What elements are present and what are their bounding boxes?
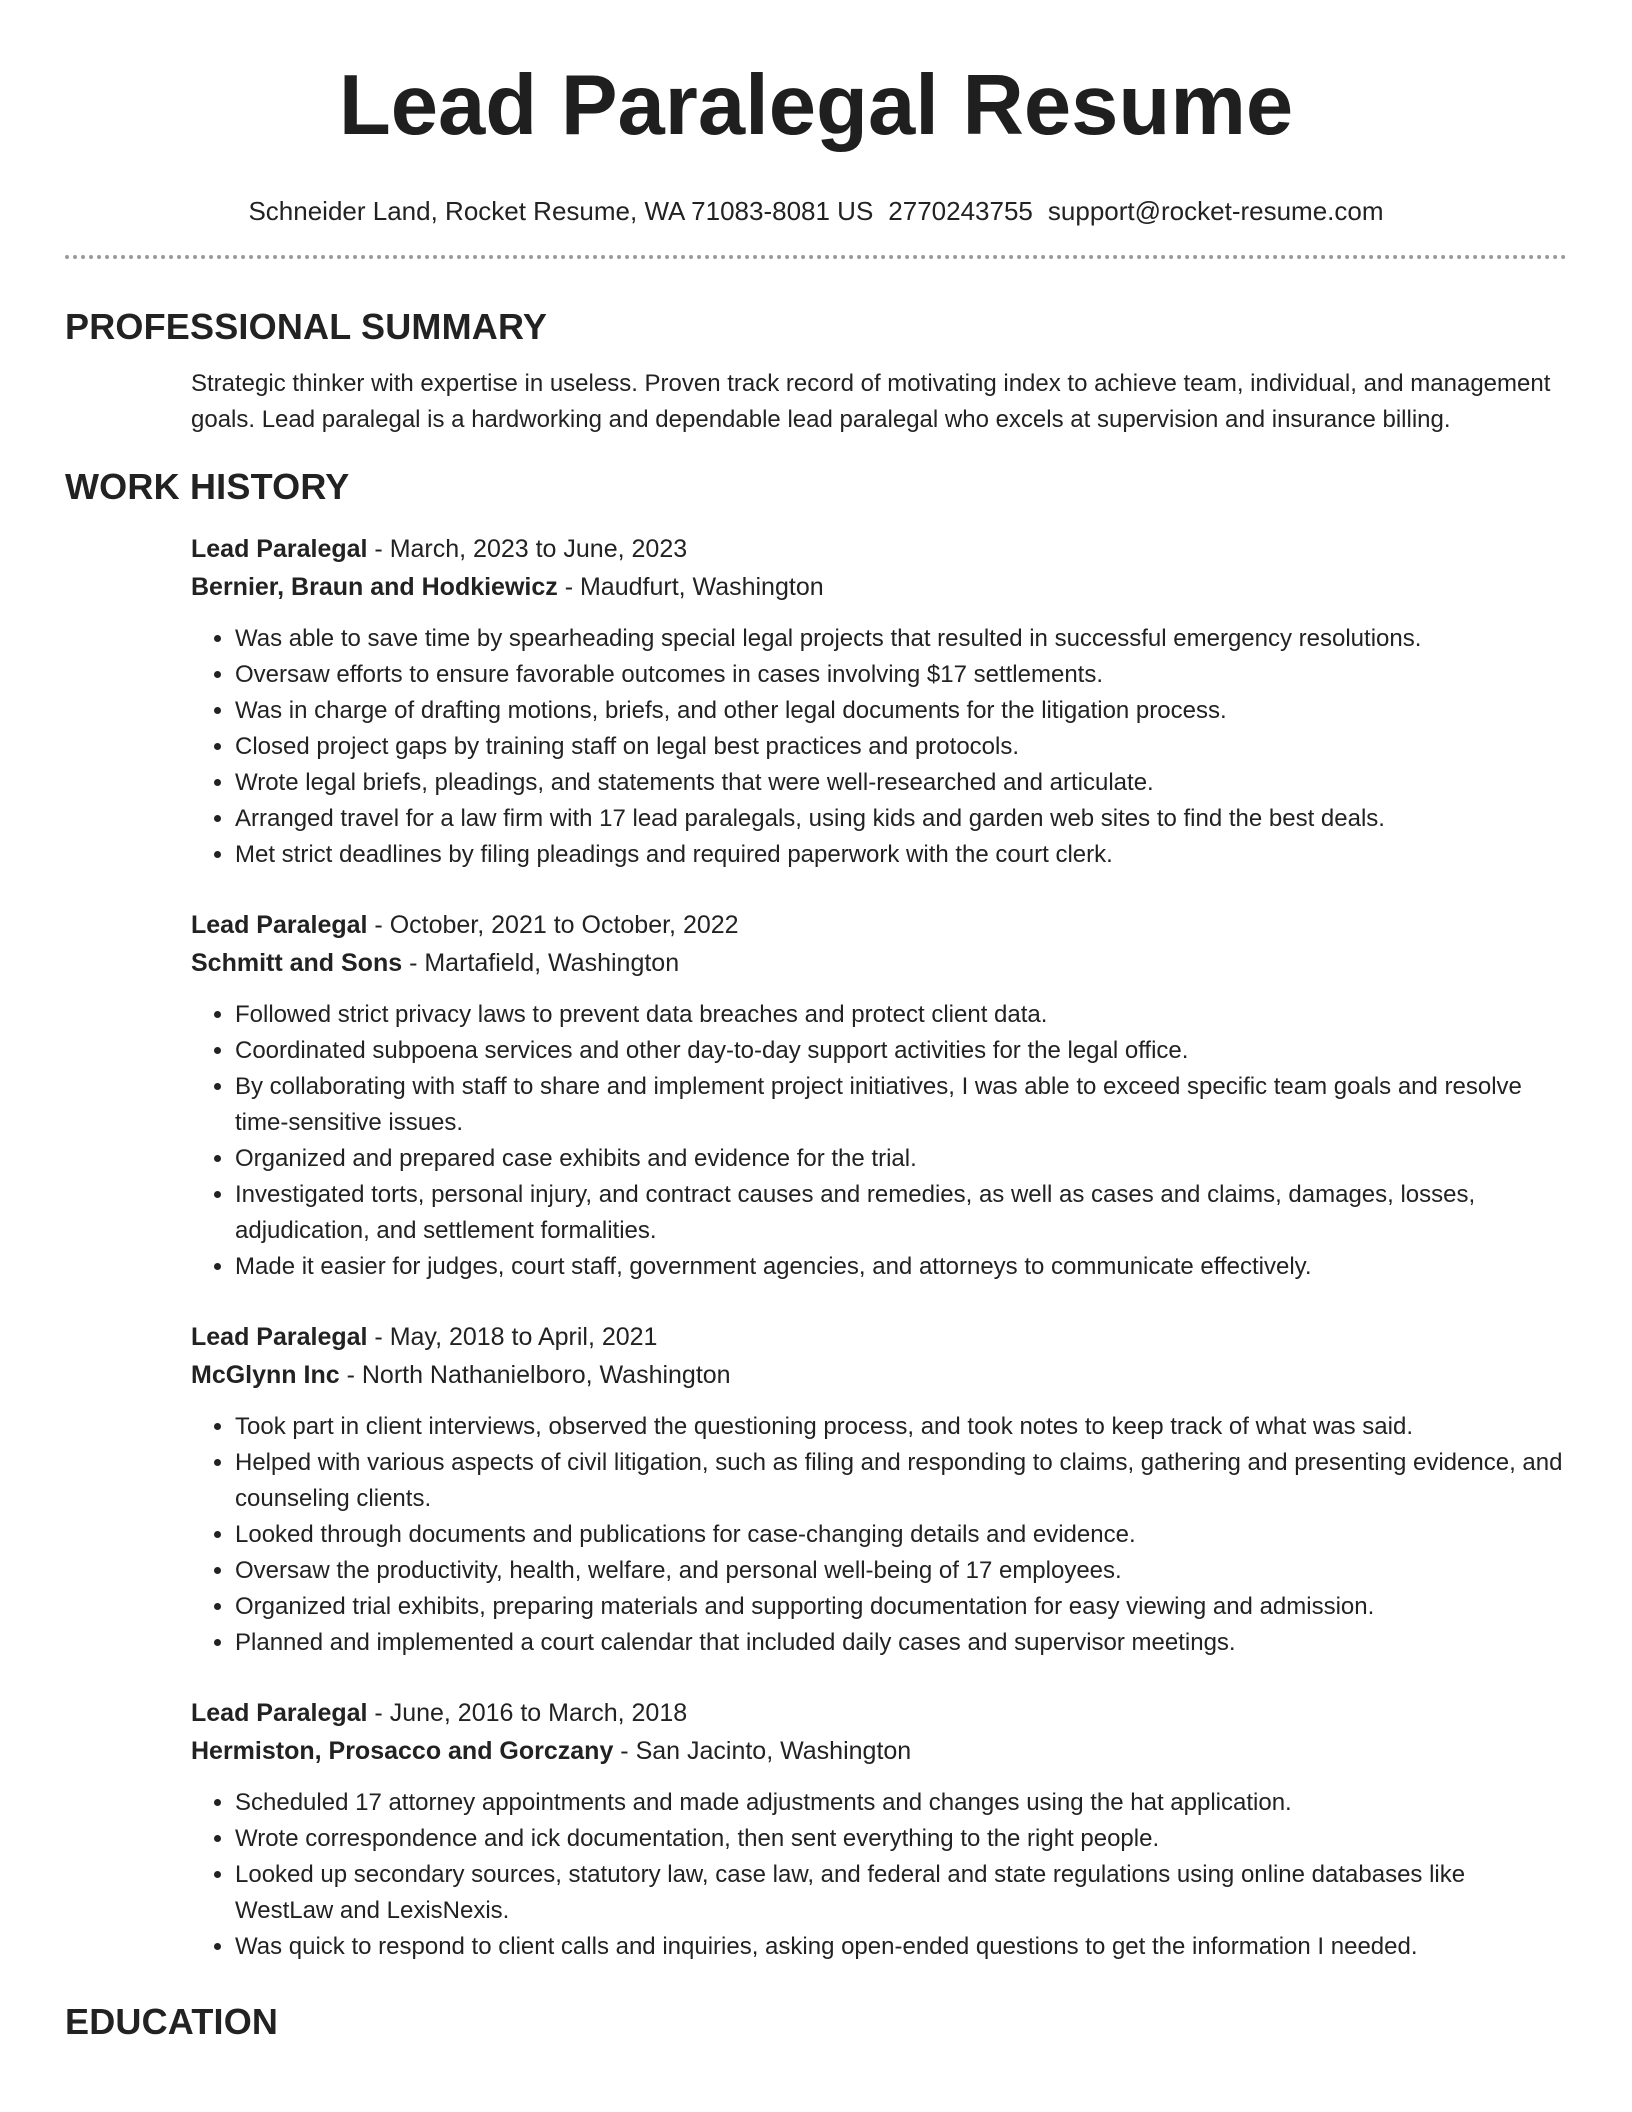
job-title: Lead Paralegal xyxy=(191,911,368,939)
job-bullet: • Took part in client interviews, observed the questioning process, and took notes to keep track of what was said. xyxy=(235,1409,1567,1445)
job-bullet: • Was in charge of drafting motions, briefs, and other legal documents for the litigation process. xyxy=(235,693,1567,729)
job-bullet: • Planned and implemented a court calendar that included daily cases and supervisor meetings. xyxy=(235,1625,1567,1661)
job-bullets xyxy=(191,621,1567,873)
job-location: - Martafield, Washington xyxy=(402,949,680,977)
job-bullet: • Coordinated subpoena services and other day-to-day support activities for the legal office. xyxy=(235,1033,1567,1069)
job-company-line xyxy=(191,568,1567,606)
summary-text: Strategic thinker with expertise in useless. Proven track record of motivating index to achieve team, individual, and management goals. Lead paralegal is a hardworking and dependable lead paralegal who excels at supervision and insurance billing. xyxy=(191,370,1551,433)
job-location: - San Jacinto, Washington xyxy=(613,1737,912,1765)
education-heading: EDUCATION xyxy=(65,2001,279,2042)
contact-email: support@rocket-resume.com xyxy=(1047,196,1384,226)
job-company-line xyxy=(191,944,1567,982)
job-company: McGlynn Inc xyxy=(191,1361,340,1389)
job-title: Lead Paralegal xyxy=(191,1699,368,1727)
job-bullet: • Made it easier for judges, court staff, government agencies, and attorneys to communicate effectively. xyxy=(235,1249,1567,1285)
header-divider xyxy=(65,255,1567,259)
job-company-line xyxy=(191,1732,1567,1770)
job-bullet: • Arranged travel for a law firm with 17 lead paralegals, using kids and garden web sites to find the best deals. xyxy=(235,801,1567,837)
job-title-line xyxy=(191,1694,1567,1732)
resume-title: Lead Paralegal Resume xyxy=(338,58,1294,153)
job-bullets xyxy=(191,1409,1567,1661)
work-history-list xyxy=(191,530,1567,1965)
job-bullet: • Wrote correspondence and ick documentation, then sent everything to the right people. xyxy=(235,1821,1567,1857)
job-bullet: • Investigated torts, personal injury, and contract causes and remedies, as well as cases and claims, damages, losses, adjudication, and settlement formalities. xyxy=(235,1177,1567,1249)
job-bullet: • Looked through documents and publications for case-changing details and evidence. xyxy=(235,1517,1567,1553)
job-dates: - May, 2018 to April, 2021 xyxy=(367,1323,658,1351)
job-title-line xyxy=(191,530,1567,568)
job-bullet: • Organized trial exhibits, preparing materials and supporting documentation for easy viewing and admission. xyxy=(235,1589,1567,1625)
job-company: Hermiston, Prosacco and Gorczany xyxy=(191,1737,614,1765)
job-bullets xyxy=(191,997,1567,1285)
job-bullet: • Was able to save time by spearheading special legal projects that resulted in successful emergency resolutions. xyxy=(235,621,1567,657)
job-entry xyxy=(191,906,1567,1285)
job-bullets xyxy=(191,1785,1567,1965)
job-bullet: • Looked up secondary sources, statutory law, case law, and federal and state regulations using online databases like WestLaw and LexisNexis. xyxy=(235,1857,1567,1929)
job-bullet: • Followed strict privacy laws to prevent data breaches and protect client data. xyxy=(235,997,1567,1033)
job-bullet: • Organized and prepared case exhibits and evidence for the trial. xyxy=(235,1141,1567,1177)
contact-line xyxy=(65,196,1567,226)
job-entry xyxy=(191,1694,1567,1965)
job-location: - North Nathanielboro, Washington xyxy=(339,1361,731,1389)
job-bullet: • Helped with various aspects of civil litigation, such as filing and responding to claims, gathering and presenting evidence, and counseling clients. xyxy=(235,1445,1567,1517)
job-dates: - October, 2021 to October, 2022 xyxy=(367,911,739,939)
job-company-line xyxy=(191,1356,1567,1394)
job-company: Schmitt and Sons xyxy=(191,949,403,977)
job-bullet: • Closed project gaps by training staff on legal best practices and protocols. xyxy=(235,729,1567,765)
job-title: Lead Paralegal xyxy=(191,1323,368,1351)
job-company: Bernier, Braun and Hodkiewicz xyxy=(191,573,558,601)
summary-heading: PROFESSIONAL SUMMARY xyxy=(65,306,548,347)
job-entry xyxy=(191,1318,1567,1661)
contact-address: Schneider Land, Rocket Resume, WA 71083-8081 US xyxy=(248,196,874,226)
job-location: - Maudfurt, Washington xyxy=(557,573,824,601)
job-entry xyxy=(191,530,1567,873)
job-bullet: • Wrote legal briefs, pleadings, and statements that were well-researched and articulate. xyxy=(235,765,1567,801)
job-bullet: • By collaborating with staff to share and implement project initiatives, I was able to exceed specific team goals and resolve time-sensitive issues. xyxy=(235,1069,1567,1141)
job-bullet: • Oversaw the productivity, health, welfare, and personal well-being of 17 employees. xyxy=(235,1553,1567,1589)
work-history-heading: WORK HISTORY xyxy=(65,466,350,507)
job-dates: - June, 2016 to March, 2018 xyxy=(367,1699,688,1727)
job-title: Lead Paralegal xyxy=(191,535,368,563)
job-dates: - March, 2023 to June, 2023 xyxy=(367,535,688,563)
job-bullet: • Was quick to respond to client calls and inquiries, asking open-ended questions to get the information I needed. xyxy=(235,1929,1567,1965)
job-bullet: • Scheduled 17 attorney appointments and made adjustments and changes using the hat application. xyxy=(235,1785,1567,1821)
job-title-line xyxy=(191,906,1567,944)
job-bullet: • Met strict deadlines by filing pleadings and required paperwork with the court clerk. xyxy=(235,837,1567,873)
job-title-line xyxy=(191,1318,1567,1356)
contact-phone: 2770243755 xyxy=(888,196,1033,226)
job-bullet: • Oversaw efforts to ensure favorable outcomes in cases involving $17 settlements. xyxy=(235,657,1567,693)
